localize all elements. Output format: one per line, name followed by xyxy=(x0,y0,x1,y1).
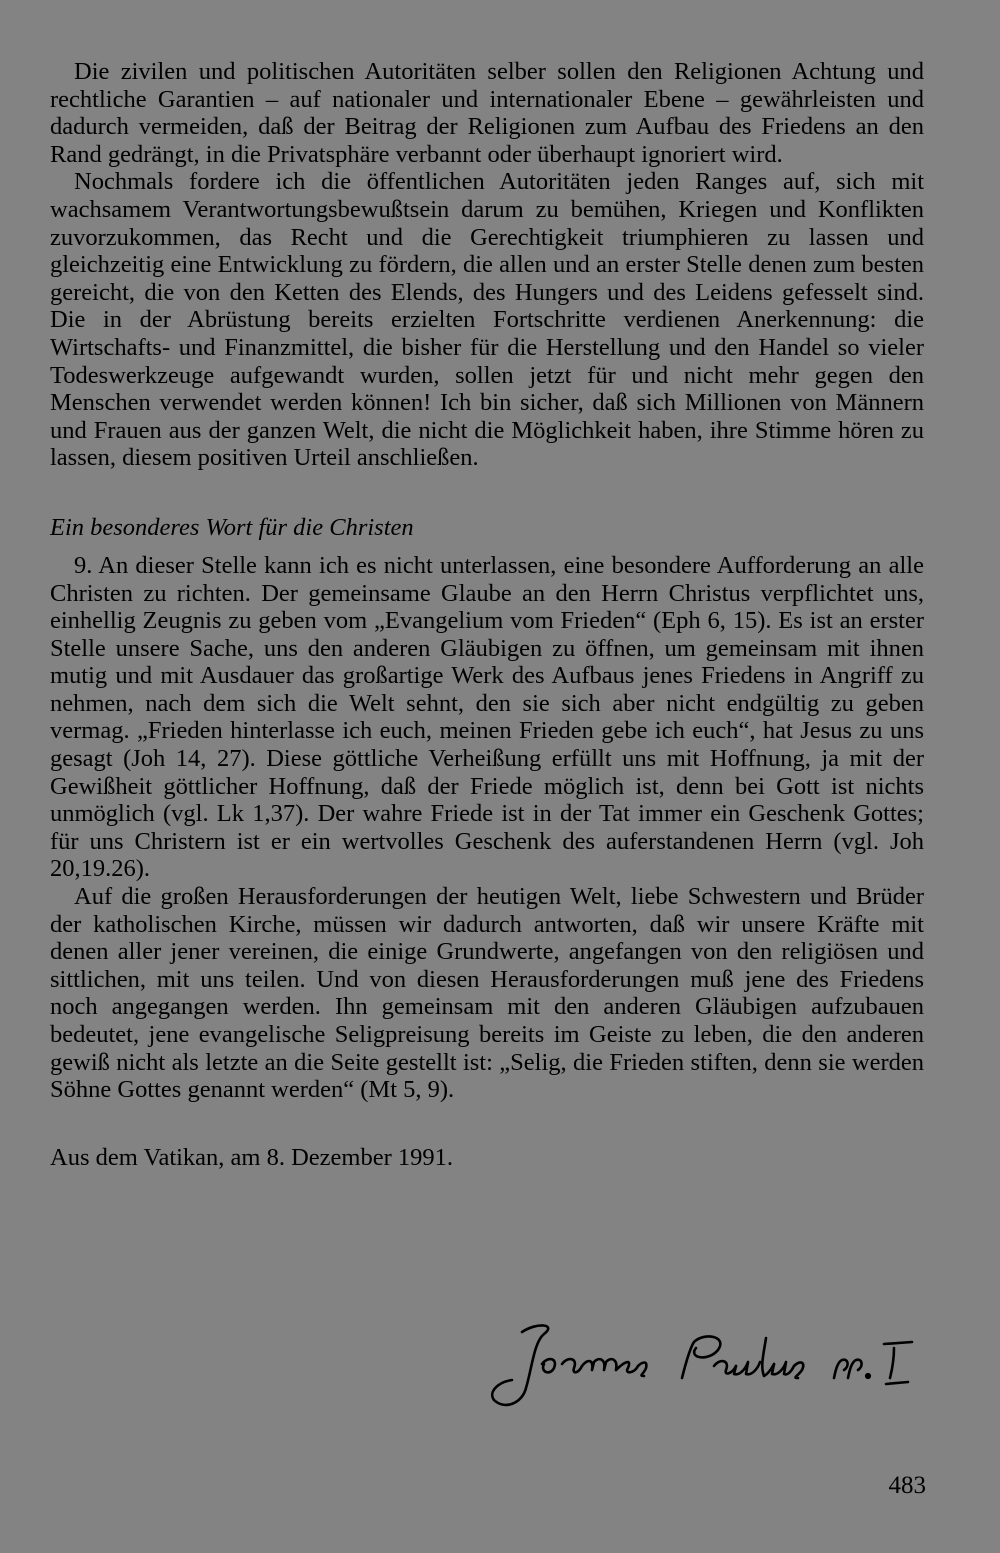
document-body xyxy=(50,58,924,1172)
handwritten-signature xyxy=(482,1318,942,1418)
paragraph-challenges: Auf die großen Herausforderungen der heutigen Welt, liebe Schwestern und Brüder der katholischen Kirche, müssen wir dadurch antworten, daß wir unsere Kräfte mit denen aller jener vereinen, die einige Grundwerte, angefangen von den religiösen und sittlichen, mit uns teilen. Und von diesen Herausforderungen muß jene des Friedens noch angegangen werden. Ihn gemeinsam mit den anderen Gläubigen aufzubauen bedeutet, jene evangelische Seligpreisung bereits im Geiste zu leben, die den anderen gewiß nicht als letzte an die Seite gestellt ist: „Selig, die Frieden stiften, denn sie werden Söhne Gottes genannt werden“ (Mt 5, 9). xyxy=(50,883,924,1104)
paragraph-section-9: 9. An dieser Stelle kann ich es nicht unterlassen, eine besondere Aufforderung an alle Christen zu richten. Der gemeinsame Glaube an den Herrn Christus verpflichtet uns, einhellig Zeugnis zu geben vom „Evangelium vom Frieden“ (Eph 6, 15). Es ist an erster Stelle unsere Sache, uns den anderen Gläubigen zu öffnen, um gemeinsam mit ihnen mutig und mit Ausdauer das großartige Werk des Aufbaus jenes Friedens in Angriff zu nehmen, nach dem sich die Welt sehnt, den sie sich aber nicht endgültig zu geben vermag. „Frieden hinterlasse ich euch, meinen Frieden gebe ich euch“, hat Jesus zu uns gesagt (Joh 14, 27). Diese göttliche Verheißung erfüllt uns mit Hoffnung, ja mit der Gewißheit göttlicher Hoffnung, daß der Friede möglich ist, denn bei Gott ist nichts unmöglich (vgl. Lk 1,37). Der wahre Friede ist in der Tat immer ein Geschenk Gottes; für uns Christern ist er ein wertvolles Geschenk des auferstandenen Herrn (vgl. Joh 20,19.26). xyxy=(50,551,924,883)
paragraph-authorities-guarantees: Die zivilen und politischen Autoritäten selber sollen den Religionen Achtung und rechtliche Garantien – auf nationaler und internationaler Ebene – gewährleisten und dadurch vermeiden, daß der Beitrag der Religionen zum Aufbau des Friedens an den Rand gedrängt, in die Privatsphäre verbannt oder überhaupt ignoriert wird. xyxy=(50,58,924,168)
section-heading: Ein besonderes Wort für die Christen xyxy=(50,513,414,541)
paragraph-public-authorities: Nochmals fordere ich die öffentlichen Autoritäten jeden Ranges auf, sich mit wachsamem Verantwortungsbewußtsein darum zu bemühen, Kriegen und Konflikten zuvorzukommen, das Recht und die Gerechtigkeit triumphieren zu lassen und gleichzeitig eine Entwicklung zu fördern, die allen und an erster Stelle denen zum besten gereicht, die von den Ketten des Elends, des Hungers und des Leidens gefesselt sind. Die in der Abrüstung bereits erzielten Fortschritte verdienen Anerkennung: die Wirtschafts- und Finanzmittel, die bisher für die Herstellung und den Handel so vieler Todeswerkzeuge aufgewandt wurden, sollen jetzt für und nicht mehr gegen den Menschen verwendet werden können! Ich bin sicher, daß sich Millionen von Männern und Frauen aus der ganzen Welt, die nicht die Möglichkeit haben, ihre Stimme hören zu lassen, diesem positiven Urteil anschließen. xyxy=(50,168,924,472)
page-number: 483 xyxy=(888,1472,926,1499)
closing-date-line: Aus dem Vatikan, am 8. Dezember 1991. xyxy=(50,1143,454,1171)
